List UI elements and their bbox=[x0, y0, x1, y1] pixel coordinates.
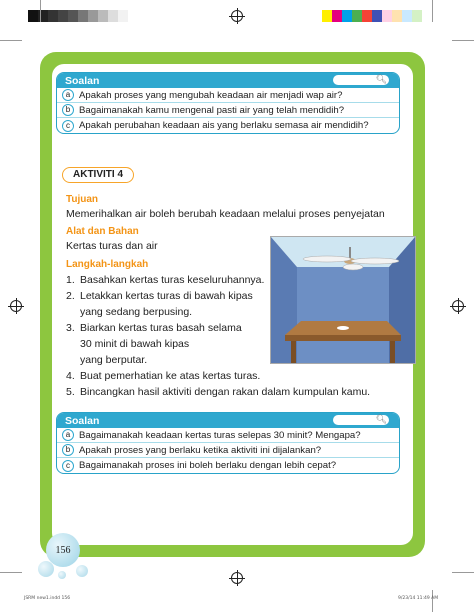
step-3-line-3: yang berputar. bbox=[80, 354, 148, 366]
question-text: Bagaimanakah proses ini boleh berlaku dengan lebih cepat? bbox=[79, 460, 337, 471]
magnifier-icon: 🔍︎ bbox=[375, 415, 387, 425]
search-bar-decoration bbox=[333, 415, 389, 425]
step-number: 3. bbox=[66, 322, 75, 334]
question-letter: b bbox=[62, 104, 74, 116]
step-text: Buat pemerhatian ke atas kertas turas. bbox=[80, 370, 261, 382]
crop-mark bbox=[432, 590, 433, 612]
fan-table-illustration bbox=[270, 236, 416, 364]
soalan-title: Soalan bbox=[65, 414, 100, 427]
page-number: 156 bbox=[46, 533, 80, 567]
crop-mark bbox=[432, 0, 433, 22]
langkah-heading: Langkah-langkah bbox=[66, 259, 149, 270]
bubble-icon bbox=[58, 571, 66, 579]
tujuan-text: Memerihalkan air boleh berubah keadaan melalui proses penyejatan bbox=[66, 208, 385, 220]
question-row bbox=[57, 88, 399, 103]
alat-heading: Alat dan Bahan bbox=[66, 226, 139, 237]
crop-mark bbox=[0, 40, 22, 41]
bubble-icon bbox=[76, 565, 88, 577]
step-2-line-2: yang sedang berpusing. bbox=[80, 306, 193, 318]
crop-mark bbox=[452, 40, 474, 41]
soalan-box-top bbox=[56, 72, 400, 134]
question-letter: a bbox=[62, 89, 74, 101]
step-2 bbox=[66, 290, 253, 302]
question-text: Bagaimanakah kamu mengenal pasti air yang telah mendidih? bbox=[79, 104, 345, 116]
page-number-decoration bbox=[36, 529, 106, 589]
footer-timestamp: 9/23/14 11:49 AM bbox=[398, 596, 439, 601]
step-3 bbox=[66, 322, 242, 334]
question-row bbox=[57, 458, 399, 473]
crop-mark bbox=[0, 572, 22, 573]
footer-file-info: JSRM new1.indd 156 bbox=[24, 596, 71, 601]
soalan-box-bottom bbox=[56, 412, 400, 474]
question-text: Apakah perubahan keadaan ais yang berlaku semasa air mendidih? bbox=[79, 120, 369, 131]
step-number: 1. bbox=[66, 274, 75, 286]
step-number: 4. bbox=[66, 370, 75, 382]
printer-color-bar bbox=[322, 10, 422, 22]
question-text: Bagaimanakah keadaan kertas turas selepas 30 minit? Mengapa? bbox=[79, 429, 361, 441]
question-text: Apakah proses yang mengubah keadaan air menjadi wap air? bbox=[79, 89, 343, 101]
step-text: Letakkan kertas turas di bawah kipas bbox=[80, 290, 253, 302]
crop-mark bbox=[40, 0, 41, 22]
soalan-header bbox=[57, 73, 399, 88]
alat-text: Kertas turas dan air bbox=[66, 240, 158, 252]
fan-table-drawing bbox=[271, 237, 415, 363]
step-5 bbox=[66, 386, 370, 398]
question-row bbox=[57, 103, 399, 118]
step-text: Biarkan kertas turas basah selama bbox=[80, 322, 242, 334]
step-number: 2. bbox=[66, 290, 75, 302]
question-row bbox=[57, 443, 399, 458]
step-number: 5. bbox=[66, 386, 75, 398]
registration-mark-icon bbox=[231, 572, 243, 584]
question-letter: c bbox=[62, 460, 74, 472]
search-bar-decoration bbox=[333, 75, 389, 85]
question-text: Apakah proses yang berlaku ketika aktiviti ini dijalankan? bbox=[79, 444, 322, 456]
question-row bbox=[57, 118, 399, 133]
question-letter: a bbox=[62, 429, 74, 441]
question-letter: c bbox=[62, 120, 74, 132]
question-letter: b bbox=[62, 444, 74, 456]
step-1 bbox=[66, 274, 264, 286]
soalan-title: Soalan bbox=[65, 74, 100, 87]
step-3-line-2: 30 minit di bawah kipas bbox=[80, 338, 190, 350]
registration-mark-icon bbox=[10, 300, 22, 312]
printer-grayscale-bar bbox=[28, 10, 128, 22]
question-row bbox=[57, 428, 399, 443]
registration-mark-icon bbox=[231, 10, 243, 22]
step-4 bbox=[66, 370, 260, 382]
magnifier-icon: 🔍︎ bbox=[375, 75, 387, 85]
step-text: Basahkan kertas turas keseluruhannya. bbox=[80, 274, 265, 286]
activity-label: AKTIVITI 4 bbox=[62, 167, 134, 183]
soalan-header bbox=[57, 413, 399, 428]
crop-mark bbox=[452, 572, 474, 573]
registration-mark-icon bbox=[452, 300, 464, 312]
tujuan-heading: Tujuan bbox=[66, 194, 99, 205]
step-text: Bincangkan hasil aktiviti dengan rakan dalam kumpulan kamu. bbox=[80, 386, 371, 398]
